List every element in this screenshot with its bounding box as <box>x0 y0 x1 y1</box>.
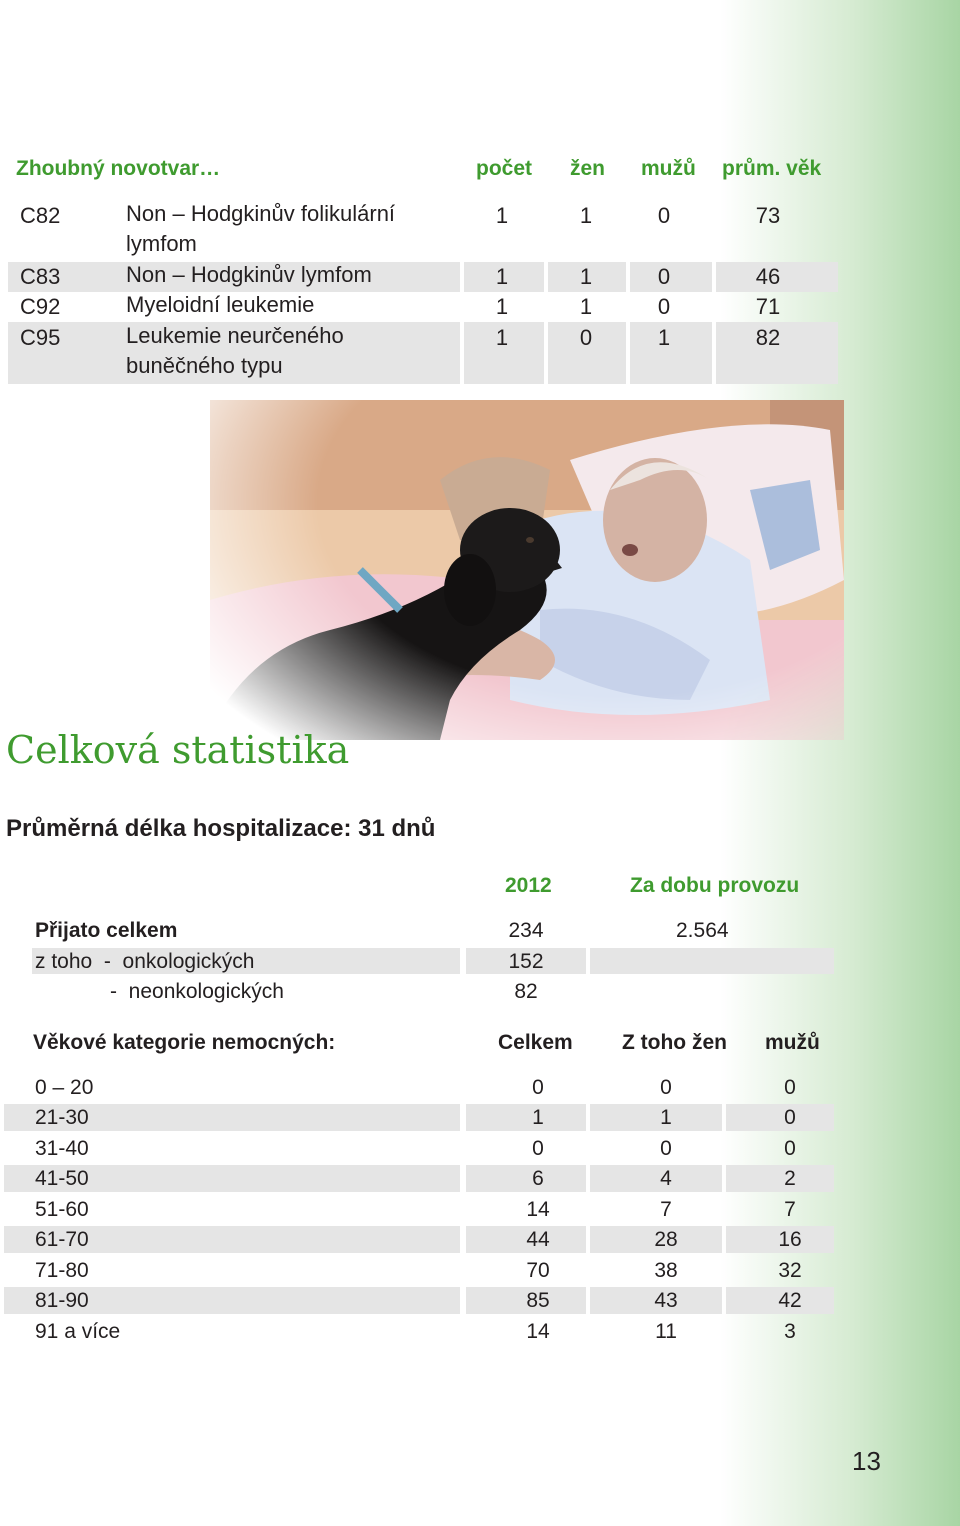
age-women: 1 <box>660 1106 672 1129</box>
tumor-name-cont: lymfom <box>126 231 197 256</box>
tumor-name-cont: buněčného typu <box>126 353 283 378</box>
tumor-men: 0 <box>657 203 671 228</box>
tumor-count: 1 <box>495 294 509 319</box>
tumor-code: C95 <box>20 325 61 350</box>
tumor-count: 1 <box>495 325 509 350</box>
oncological-label: z toho - onkologických <box>35 950 255 973</box>
age-range: 61-70 <box>35 1228 89 1251</box>
header-age-men: mužů <box>765 1031 820 1054</box>
header-age-label: Věkové kategorie nemocných: <box>33 1031 336 1054</box>
tumor-avg-age: 82 <box>755 325 781 350</box>
photo-elderly-patient-with-dog <box>210 400 844 740</box>
age-range: 71-80 <box>35 1259 89 1282</box>
age-women: 0 <box>660 1076 672 1099</box>
age-men: 3 <box>784 1320 796 1343</box>
age-men: 0 <box>784 1137 796 1160</box>
non-oncological-year: 82 <box>514 980 538 1003</box>
age-men: 16 <box>778 1228 802 1251</box>
admitted-total-label: Přijato celkem <box>35 919 178 942</box>
age-women: 0 <box>660 1137 672 1160</box>
age-men: 0 <box>784 1076 796 1099</box>
header-avg-age: prům. věk <box>722 157 822 180</box>
header-women: žen <box>570 157 606 180</box>
tumor-code: C82 <box>20 203 61 228</box>
avg-hospitalization-subtitle: Průměrná délka hospitalizace: 31 dnů <box>6 815 436 842</box>
age-total: 85 <box>526 1289 550 1312</box>
age-total: 6 <box>532 1167 544 1190</box>
age-women: 38 <box>654 1259 678 1282</box>
age-range: 0 – 20 <box>35 1076 94 1099</box>
tumor-name: Leukemie neurčeného <box>126 323 344 348</box>
age-women: 11 <box>655 1320 677 1343</box>
section-title: Celková statistika <box>6 728 350 772</box>
tumor-avg-age: 46 <box>755 264 781 289</box>
age-total: 0 <box>532 1076 544 1099</box>
non-oncological-label: - neonkologických <box>110 980 284 1003</box>
age-men: 32 <box>778 1259 802 1282</box>
tumor-name: Myeloidní leukemie <box>126 292 315 317</box>
age-women: 43 <box>654 1289 678 1312</box>
header-tumor-label: Zhoubný novotvar… <box>16 157 221 180</box>
age-range: 91 a více <box>35 1320 121 1343</box>
oncological-year: 152 <box>508 950 544 973</box>
age-women: 28 <box>654 1228 678 1251</box>
age-total: 44 <box>526 1228 550 1251</box>
tumor-men: 1 <box>657 325 671 350</box>
age-men: 0 <box>784 1106 796 1129</box>
age-women: 4 <box>660 1167 672 1190</box>
age-total: 0 <box>532 1137 544 1160</box>
age-total: 1 <box>532 1106 544 1129</box>
header-total-operation: Za dobu provozu <box>630 874 800 897</box>
tumor-avg-age: 71 <box>755 294 781 319</box>
age-range: 41-50 <box>35 1167 89 1190</box>
header-age-total: Celkem <box>498 1031 573 1054</box>
tumor-count: 1 <box>495 203 509 228</box>
age-women: 7 <box>660 1198 672 1221</box>
age-total: 70 <box>526 1259 550 1282</box>
page-number: 13 <box>852 1446 881 1476</box>
tumor-count: 1 <box>495 264 509 289</box>
tumor-code: C92 <box>20 294 61 319</box>
age-range: 21-30 <box>35 1106 89 1129</box>
header-count: počet <box>476 157 533 180</box>
tumor-men: 0 <box>657 264 671 289</box>
tumor-avg-age: 73 <box>755 203 781 228</box>
tumor-code: C83 <box>20 264 61 289</box>
age-men: 42 <box>778 1289 802 1312</box>
tumor-women: 1 <box>579 264 593 289</box>
age-range: 81-90 <box>35 1289 89 1312</box>
admitted-total-all-time: 2.564 <box>676 919 729 942</box>
header-men: mužů <box>641 157 696 180</box>
age-men: 7 <box>784 1198 796 1221</box>
header-year: 2012 <box>505 874 552 897</box>
age-range: 51-60 <box>35 1198 89 1221</box>
age-range: 31-40 <box>35 1137 89 1160</box>
tumor-name: Non – Hodgkinův lymfom <box>126 262 372 287</box>
admitted-total-year: 234 <box>508 919 544 942</box>
tumor-women: 1 <box>579 203 593 228</box>
age-total: 14 <box>526 1320 550 1343</box>
tumor-women: 0 <box>579 325 593 350</box>
header-age-women: Z toho žen <box>622 1031 727 1054</box>
tumor-men: 0 <box>657 294 671 319</box>
age-men: 2 <box>784 1167 796 1190</box>
age-total: 14 <box>526 1198 550 1221</box>
tumor-name: Non – Hodgkinův folikulární <box>126 201 396 226</box>
tumor-women: 1 <box>579 294 593 319</box>
row-shade <box>590 948 834 974</box>
